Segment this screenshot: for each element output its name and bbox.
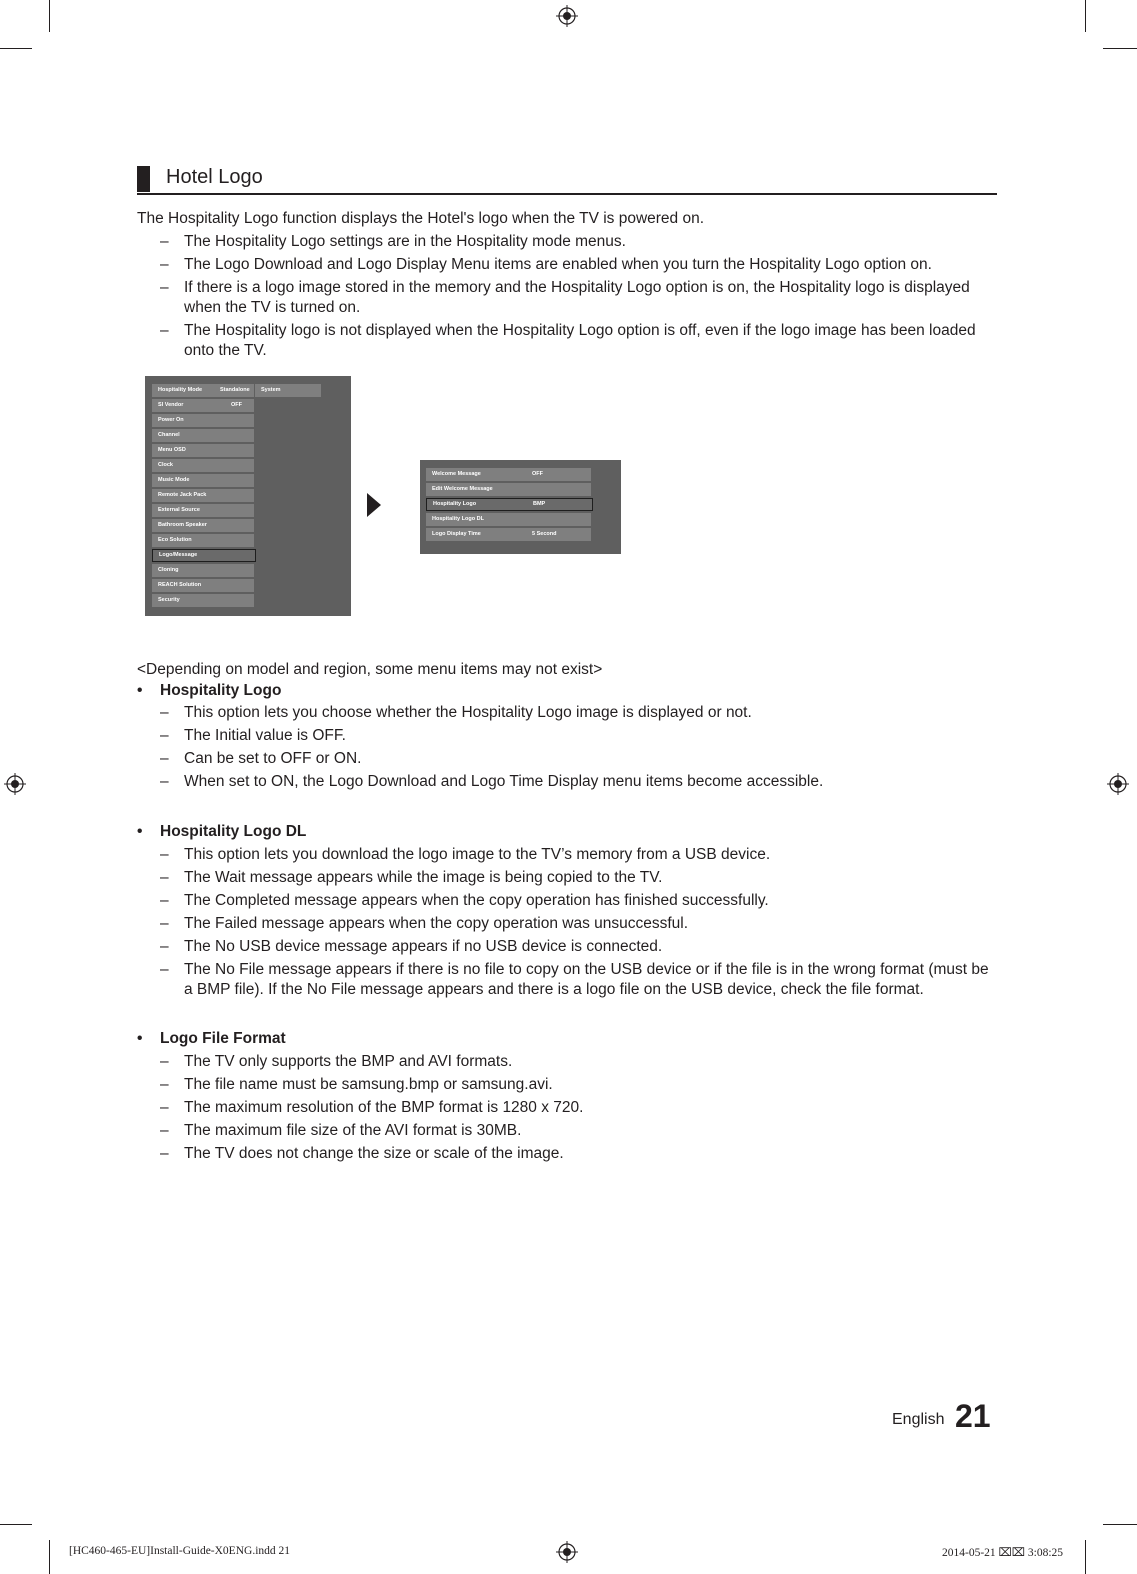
note-text: <Depending on model and region, some menu items may not exist> xyxy=(137,661,603,678)
list-item-text: The maximum resolution of the BMP format is 1280 x 720. xyxy=(184,1099,584,1116)
menu-item-value: OFF xyxy=(231,402,242,408)
dash-marker: – xyxy=(160,1076,169,1093)
menu-item-clock xyxy=(152,459,254,472)
main-menu-screenshot xyxy=(145,376,351,616)
menu-item-external-source xyxy=(152,504,254,517)
sub-menu-screenshot xyxy=(420,460,621,554)
list-item-text: Can be set to OFF or ON. xyxy=(184,750,362,767)
list-item-text: This option lets you download the logo image to the TV’s memory from a USB device. xyxy=(184,846,771,863)
list-item-text: The Hospitality Logo settings are in the Hospitality mode menus. xyxy=(184,233,626,250)
heading-bar xyxy=(137,166,150,192)
crop-mark xyxy=(1103,48,1137,49)
dash-marker: – xyxy=(160,938,169,955)
slug-date: 2014-05-21 ⌧⌧ 3:08:25 xyxy=(942,1547,1064,1559)
submenu-item-value: BMP xyxy=(533,501,546,507)
menu-item-label: External Source xyxy=(158,507,200,513)
registration-mark-icon xyxy=(4,773,26,795)
menu-item-label: Logo/Message xyxy=(159,552,198,558)
page-number: 21 xyxy=(955,1398,991,1434)
menu-item-logo-message xyxy=(152,549,256,562)
crop-mark xyxy=(49,1540,50,1574)
submenu-item-edit-welcome-message xyxy=(426,483,591,496)
menu-tab-label: System xyxy=(261,387,281,393)
menu-item-menu-osd xyxy=(152,444,254,457)
submenu-item-label: Hospitality Logo DL xyxy=(432,516,484,522)
bullet-marker: • xyxy=(137,682,143,699)
list-item-text: The maximum file size of the AVI format is 30MB. xyxy=(184,1122,522,1139)
list-item-text: The No File message appears if there is no file to copy on the USB device or if the file is in the wrong format (must be a BMP file). If the No File message appears and there is a logo file on the USB device, check the file format. xyxy=(184,961,989,998)
footer-language: English xyxy=(892,1411,945,1428)
dash-marker: – xyxy=(160,892,169,909)
menu-item-label: Power On xyxy=(158,417,184,423)
dash-marker: – xyxy=(160,1099,169,1116)
list-item-text: The Failed message appears when the copy operation was unsuccessful. xyxy=(184,915,689,932)
menu-item-remote-jack-pack xyxy=(152,489,254,502)
crop-mark xyxy=(0,48,32,49)
dash-marker: – xyxy=(160,846,169,863)
crop-mark xyxy=(1103,1524,1137,1525)
submenu-item-logo-display-time xyxy=(426,528,591,541)
dash-marker: – xyxy=(160,750,169,767)
bullet-title: Hospitality Logo DL xyxy=(160,823,307,840)
menu-item-label: Clock xyxy=(158,462,173,468)
dash-marker: – xyxy=(160,704,169,721)
menu-item-label: Eco Solution xyxy=(158,537,192,543)
menu-item-bathroom-speaker xyxy=(152,519,254,532)
menu-item-label: Menu OSD xyxy=(158,447,186,453)
menu-item-label: SI Vendor xyxy=(158,402,184,408)
submenu-item-label: Edit Welcome Message xyxy=(432,486,493,492)
dash-marker: – xyxy=(160,961,169,978)
list-item-text: If there is a logo image stored in the memory and the Hospitality Logo option is on, the Hospitality logo is displayed when the TV is turned on. xyxy=(184,279,970,316)
menu-header-label: Hospitality Mode xyxy=(158,387,203,393)
list-item-text: The Wait message appears while the image is being copied to the TV. xyxy=(184,869,663,886)
dash-marker: – xyxy=(160,256,169,273)
menu-item-cloning xyxy=(152,564,254,577)
list-item-text: The Logo Download and Logo Display Menu items are enabled when you turn the Hospitality Logo option on. xyxy=(184,256,932,273)
menu-item-label: Channel xyxy=(158,432,180,438)
slug-file: [HC460-465-EU]Install-Guide-X0ENG.indd 21 xyxy=(69,1545,291,1557)
section-heading xyxy=(137,162,997,195)
dash-marker: – xyxy=(160,1145,169,1162)
menu-tab-system xyxy=(255,384,321,397)
list-item-text: When set to ON, the Logo Download and Logo Time Display menu items become accessible. xyxy=(184,773,824,790)
menu-item-security xyxy=(152,594,254,607)
bullet-marker: • xyxy=(137,823,143,840)
dash-marker: – xyxy=(160,915,169,932)
list-item-text: The Initial value is OFF. xyxy=(184,727,346,744)
submenu-item-value: 5 Second xyxy=(532,531,557,537)
dash-marker: – xyxy=(160,233,169,250)
menu-item-label: Cloning xyxy=(158,567,179,573)
dash-marker: – xyxy=(160,1053,169,1070)
submenu-item-label: Welcome Message xyxy=(432,471,481,477)
menu-header-row xyxy=(152,384,254,397)
bullet-title: Logo File Format xyxy=(160,1030,286,1047)
menu-item-label: REACH Solution xyxy=(158,582,202,588)
crop-mark xyxy=(49,0,50,32)
arrow-right-icon xyxy=(367,493,381,517)
menu-item-power-on xyxy=(152,414,254,427)
bullet-title: Hospitality Logo xyxy=(160,682,282,699)
dash-marker: – xyxy=(160,279,169,296)
dash-marker: – xyxy=(160,773,169,790)
section-title: Hotel Logo xyxy=(166,166,263,188)
menu-item-eco-solution xyxy=(152,534,254,547)
menu-item-reach-solution xyxy=(152,579,254,592)
menu-item-si-vendor xyxy=(152,399,254,412)
registration-mark-icon xyxy=(556,1541,578,1563)
submenu-item-label: Hospitality Logo xyxy=(433,501,477,507)
list-item-text: The Completed message appears when the copy operation has finished successfully. xyxy=(184,892,769,909)
registration-mark-icon xyxy=(1107,773,1129,795)
menu-item-label: Music Mode xyxy=(158,477,190,483)
registration-mark-icon xyxy=(556,5,578,27)
dash-marker: – xyxy=(160,1122,169,1139)
list-item-text: The file name must be samsung.bmp or samsung.avi. xyxy=(184,1076,553,1093)
list-item-text: The TV only supports the BMP and AVI formats. xyxy=(184,1053,513,1070)
list-item-text: The No USB device message appears if no USB device is connected. xyxy=(184,938,663,955)
menu-item-label: Remote Jack Pack xyxy=(158,492,207,498)
list-item-text: The TV does not change the size or scale of the image. xyxy=(184,1145,564,1162)
submenu-item-hospitality-logo-dl xyxy=(426,513,591,526)
crop-mark xyxy=(1085,1540,1086,1574)
submenu-item-value: OFF xyxy=(532,471,543,477)
dash-marker: – xyxy=(160,869,169,886)
menu-item-label: Bathroom Speaker xyxy=(158,522,207,528)
dash-marker: – xyxy=(160,727,169,744)
dash-marker: – xyxy=(160,322,169,339)
list-item-text: This option lets you choose whether the Hospitality Logo image is displayed or not. xyxy=(184,704,752,721)
intro-text: The Hospitality Logo function displays the Hotel's logo when the TV is powered on. xyxy=(137,210,705,227)
menu-item-channel xyxy=(152,429,254,442)
submenu-item-welcome-message xyxy=(426,468,591,481)
crop-mark xyxy=(1085,0,1086,32)
bullet-marker: • xyxy=(137,1030,143,1047)
submenu-item-hospitality-logo xyxy=(426,498,593,511)
crop-mark xyxy=(0,1524,32,1525)
submenu-item-label: Logo Display Time xyxy=(432,531,481,537)
menu-header-value: Standalone xyxy=(220,387,250,393)
menu-item-label: Security xyxy=(158,597,180,603)
list-item-text: The Hospitality logo is not displayed when the Hospitality Logo option is off, even if the logo image has been loaded onto the TV. xyxy=(184,322,976,359)
menu-item-music-mode xyxy=(152,474,254,487)
